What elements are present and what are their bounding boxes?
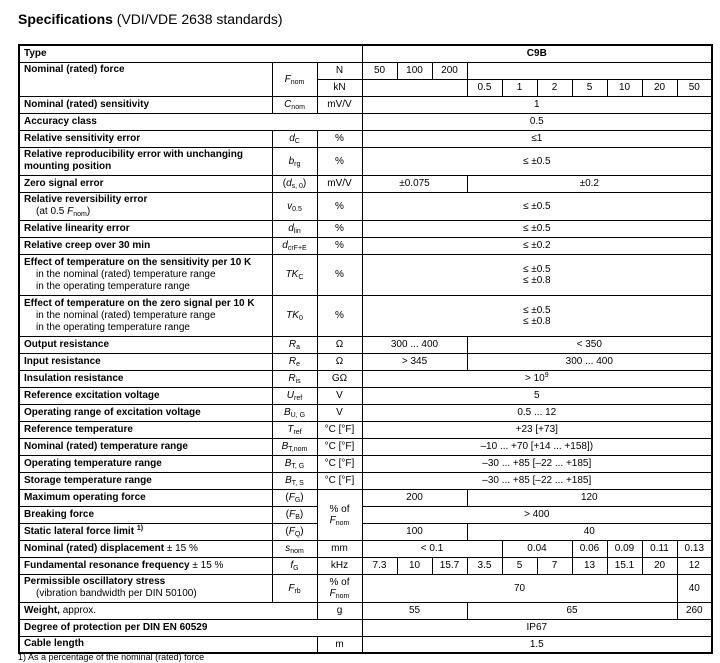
- unit-cell: %: [317, 295, 362, 336]
- row-label-cell: [19, 130, 272, 147]
- value-cell: 200: [432, 62, 467, 79]
- value-cell: ≤ ±0.5: [362, 147, 712, 175]
- table-row: [19, 113, 712, 130]
- symbol-cell: $TK_C$: [272, 254, 317, 295]
- table-row: [19, 96, 712, 113]
- value-cell: > 400: [362, 506, 712, 523]
- symbol-cell: $s_{nom}$: [272, 540, 317, 557]
- value-cell: 55: [362, 602, 467, 619]
- table-row: [19, 557, 712, 574]
- value-cell: 15.7: [432, 557, 467, 574]
- value-cell: 1: [502, 79, 537, 96]
- row-label-line: Relative reversibility error: [24, 194, 148, 205]
- row-label-cell: [19, 438, 272, 455]
- row-label-cell: [19, 62, 272, 96]
- table-row: [19, 295, 712, 336]
- value-cell: 2: [537, 79, 572, 96]
- value-cell: [362, 79, 467, 96]
- table-row: [19, 175, 712, 192]
- row-label-line: Operating temperature range: [24, 457, 162, 469]
- row-label-line: Relative creep over 30 min: [24, 239, 151, 251]
- unit-cell: mm: [317, 540, 362, 557]
- footnote: 1) As a percentage of the nominal (rated) force: [18, 652, 205, 662]
- row-label-cell: [19, 45, 362, 62]
- unit-cell: %: [317, 192, 362, 220]
- value-cell: 300 ... 400: [467, 353, 712, 370]
- symbol-cell: $R_e$: [272, 353, 317, 370]
- row-label-line: Cable length: [24, 638, 85, 650]
- row-label-line: Storage temperature range: [24, 474, 152, 486]
- specifications-title: [18, 11, 283, 27]
- unit-cell: N: [317, 62, 362, 79]
- row-label-line: Effect of temperature on the sensitivity per 10 K: [24, 256, 252, 268]
- unit-cell: mV/V: [317, 96, 362, 113]
- symbol-cell: $v_{0.5}$: [272, 192, 317, 220]
- spec-table: [18, 44, 713, 654]
- value-cell: ≤ ±0.5: [362, 192, 712, 220]
- unit-cell: V: [317, 387, 362, 404]
- unit-cell: °C [°F]: [317, 438, 362, 455]
- row-label-line: mounting position: [24, 161, 112, 172]
- row-label-line: Breaking force: [24, 508, 95, 520]
- value-cell: 13: [572, 557, 607, 574]
- row-label-line: Output resistance: [24, 338, 110, 350]
- row-label-line: Zero signal error: [24, 177, 104, 189]
- title-standard-part: (VDI/VDE 2638 standards): [112, 11, 283, 27]
- row-label-cell: [19, 472, 272, 489]
- unit-cell: V: [317, 404, 362, 421]
- table-row: [19, 147, 712, 175]
- row-label-cell: [19, 557, 272, 574]
- row-label-cell: [19, 619, 362, 636]
- row-label-line: in the operating temperature range: [36, 280, 190, 292]
- value-cell: > 345: [362, 353, 467, 370]
- unit-cell: m: [317, 636, 362, 653]
- unit-cell: kHz: [317, 557, 362, 574]
- table-row: [19, 421, 712, 438]
- symbol-cell: $TK_0$: [272, 295, 317, 336]
- unit-cell: GΩ: [317, 370, 362, 387]
- row-label-line: Weight, approx.: [24, 604, 97, 616]
- row-label-cell: [19, 506, 272, 523]
- symbol-cell: $B_{U, G}$: [272, 404, 317, 421]
- value-cell: ≤1: [362, 130, 712, 147]
- row-label-cell: [19, 455, 272, 472]
- value-cell: 120: [467, 489, 712, 506]
- unit-cell: %: [317, 130, 362, 147]
- symbol-cell: $(d_{s, 0})$: [272, 175, 317, 192]
- unit-cell: %: [317, 147, 362, 175]
- value-cell: 7.3: [362, 557, 397, 574]
- row-label-line: Type: [24, 47, 47, 59]
- value-cell: 70: [362, 574, 677, 602]
- table-row: [19, 602, 712, 619]
- value-cell: 300 ... 400: [362, 336, 467, 353]
- value-cell: 40: [677, 574, 712, 602]
- table-row: [19, 237, 712, 254]
- table-row: [19, 619, 712, 636]
- value-cell: IP67: [362, 619, 712, 636]
- row-label-cell: [19, 404, 272, 421]
- symbol-cell: $F_{rb}$: [272, 574, 317, 602]
- row-label-line: Insulation resistance: [24, 372, 124, 384]
- row-label-cell: [19, 295, 272, 336]
- spec-table-body: [19, 45, 712, 653]
- row-label-cell: [19, 220, 272, 237]
- row-label-cell: [19, 254, 272, 295]
- row-label-line: in the nominal (rated) temperature range: [36, 268, 216, 280]
- unit-cell: %: [317, 220, 362, 237]
- table-row: [19, 506, 712, 523]
- value-cell: 260: [677, 602, 712, 619]
- value-cell: 50: [677, 79, 712, 96]
- symbol-cell: $B_{T, S}$: [272, 472, 317, 489]
- value-cell: 0.11: [642, 540, 677, 557]
- value-cell: 0.06: [572, 540, 607, 557]
- symbol-cell: $d_C$: [272, 130, 317, 147]
- value-cell: ≤ ±0.5 ≤ ±0.8: [362, 295, 712, 336]
- value-cell: 15.1: [607, 557, 642, 574]
- value-cell: –30 ... +85 [–22 ... +185]: [362, 455, 712, 472]
- symbol-cell: $T_{ref}$: [272, 421, 317, 438]
- symbol-cell: $R_{is}$: [272, 370, 317, 387]
- row-label-cell: [19, 336, 272, 353]
- row-label-line: Nominal (rated) temperature range: [24, 440, 188, 452]
- table-row: [19, 387, 712, 404]
- symbol-cell: $b_{rg}$: [272, 147, 317, 175]
- row-label-line: (vibration bandwidth per DIN 50100): [36, 588, 197, 599]
- table-row: [19, 45, 712, 62]
- value-cell: < 350: [467, 336, 712, 353]
- row-label-line: Nominal (rated) sensitivity: [24, 98, 150, 110]
- value-cell: ≤ ±0.2: [362, 237, 712, 254]
- value-cell: 200: [362, 489, 467, 506]
- symbol-cell: $C_{nom}$: [272, 96, 317, 113]
- value-cell: 5: [572, 79, 607, 96]
- value-cell: 20: [642, 557, 677, 574]
- row-label-cell: [19, 192, 272, 220]
- value-cell: ±0.2: [467, 175, 712, 192]
- value-cell: 65: [467, 602, 677, 619]
- value-cell: 100: [362, 523, 467, 540]
- row-label-line: Maximum operating force: [24, 491, 146, 503]
- row-label-cell: [19, 113, 362, 130]
- row-label-cell: [19, 387, 272, 404]
- row-label-cell: [19, 175, 272, 192]
- table-row: [19, 336, 712, 353]
- row-label-cell: [19, 421, 272, 438]
- unit-cell: Ω: [317, 336, 362, 353]
- row-label-line: Permissible oscillatory stress: [24, 576, 166, 587]
- row-label-line: Fundamental resonance frequency ± 15 %: [24, 559, 224, 571]
- unit-cell: Ω: [317, 353, 362, 370]
- value-cell: 1: [362, 96, 712, 113]
- table-row: [19, 220, 712, 237]
- symbol-cell: $(F_Q)$: [272, 523, 317, 540]
- row-label-line: Relative reproducibility error with unchanging: [24, 149, 243, 160]
- row-label-line: (at 0.5 $F_{nom}$): [36, 206, 91, 218]
- table-row: [19, 62, 712, 79]
- value-cell: 12: [677, 557, 712, 574]
- unit-cell: mV/V: [317, 175, 362, 192]
- value-cell: 7: [537, 557, 572, 574]
- row-label-line: Accuracy class: [24, 115, 97, 127]
- value-cell: 5: [502, 557, 537, 574]
- table-row: [19, 353, 712, 370]
- row-label-line: Nominal (rated) force: [24, 63, 125, 75]
- unit-cell: °C [°F]: [317, 455, 362, 472]
- table-row: [19, 404, 712, 421]
- row-label-line: Nominal (rated) displacement ± 15 %: [24, 542, 198, 554]
- unit-cell: °C [°F]: [317, 472, 362, 489]
- unit-cell: %: [317, 254, 362, 295]
- symbol-cell: $B_{T,nom}$: [272, 438, 317, 455]
- table-row: [19, 574, 712, 602]
- value-cell: –10 ... +70 [+14 ... +158]): [362, 438, 712, 455]
- table-row: [19, 489, 712, 506]
- row-label-line: Relative sensitivity error: [24, 132, 141, 144]
- row-label-cell: [19, 574, 272, 602]
- table-row: [19, 254, 712, 295]
- table-row: [19, 192, 712, 220]
- row-label-cell: [19, 602, 317, 619]
- value-cell: 5: [362, 387, 712, 404]
- value-cell: –30 ... +85 [–22 ... +185]: [362, 472, 712, 489]
- symbol-cell: $U_{ref}$: [272, 387, 317, 404]
- value-cell: 3.5: [467, 557, 502, 574]
- value-cell: 100: [397, 62, 432, 79]
- value-cell: 1.5: [362, 636, 712, 653]
- symbol-cell: $(F_G)$: [272, 489, 317, 506]
- value-cell: 20: [642, 79, 677, 96]
- row-label-line: Static lateral force limit $^{1)}$: [24, 524, 144, 537]
- table-row: [19, 540, 712, 557]
- unit-cell: % of $F_{nom}$: [317, 489, 362, 540]
- row-label-cell: [19, 489, 272, 506]
- row-label-line: Reference excitation voltage: [24, 389, 160, 401]
- unit-cell: kN: [317, 79, 362, 96]
- row-label-line: Relative linearity error: [24, 222, 130, 234]
- value-cell: ≤ ±0.5 ≤ ±0.8: [362, 254, 712, 295]
- value-cell: +23 [+73]: [362, 421, 712, 438]
- symbol-cell: $R_a$: [272, 336, 317, 353]
- row-label-cell: [19, 353, 272, 370]
- value-cell: 10: [607, 79, 642, 96]
- value-cell: 0.5 ... 12: [362, 404, 712, 421]
- value-cell: 0.5: [362, 113, 712, 130]
- row-label-cell: [19, 147, 272, 175]
- symbol-cell: $(F_B)$: [272, 506, 317, 523]
- value-cell: 0.5: [467, 79, 502, 96]
- row-label-line: Operating range of excitation voltage: [24, 406, 201, 418]
- row-label-cell: [19, 96, 272, 113]
- row-label-line: in the nominal (rated) temperature range: [36, 309, 216, 321]
- unit-cell: % of $F_{nom}$: [317, 574, 362, 602]
- table-row: [19, 455, 712, 472]
- row-label-cell: [19, 523, 272, 540]
- value-cell: ±0.075: [362, 175, 467, 192]
- symbol-cell: $d_{crF+E}$: [272, 237, 317, 254]
- value-cell: ≤ ±0.5: [362, 220, 712, 237]
- unit-cell: °C [°F]: [317, 421, 362, 438]
- value-cell: 0.13: [677, 540, 712, 557]
- table-row: [19, 130, 712, 147]
- table-row: [19, 438, 712, 455]
- value-cell: C9B: [362, 45, 712, 62]
- value-cell: 0.04: [502, 540, 572, 557]
- row-label-line: Degree of protection per DIN EN 60529: [24, 621, 208, 633]
- value-cell: < 0.1: [362, 540, 502, 557]
- table-row: [19, 523, 712, 540]
- unit-cell: %: [317, 237, 362, 254]
- value-cell: [467, 62, 712, 79]
- symbol-cell: $F_{nom}$: [272, 62, 317, 96]
- value-cell: > $10^9$: [362, 370, 712, 387]
- symbol-cell: $d_{lin}$: [272, 220, 317, 237]
- row-label-line: Effect of temperature on the zero signal per 10 K: [24, 297, 255, 309]
- value-cell: 40: [467, 523, 712, 540]
- row-label-cell: [19, 540, 272, 557]
- row-label-line: Reference temperature: [24, 423, 133, 435]
- symbol-cell: $B_{T, G}$: [272, 455, 317, 472]
- value-cell: 10: [397, 557, 432, 574]
- value-cell: 0.09: [607, 540, 642, 557]
- row-label-cell: [19, 370, 272, 387]
- row-label-cell: [19, 237, 272, 254]
- table-row: [19, 370, 712, 387]
- value-cell: 50: [362, 62, 397, 79]
- table-row: [19, 472, 712, 489]
- row-label-line: Input resistance: [24, 355, 101, 367]
- symbol-cell: $f_G$: [272, 557, 317, 574]
- row-label-line: in the operating temperature range: [36, 321, 190, 333]
- unit-cell: g: [317, 602, 362, 619]
- title-bold-part: Specifications: [18, 11, 113, 27]
